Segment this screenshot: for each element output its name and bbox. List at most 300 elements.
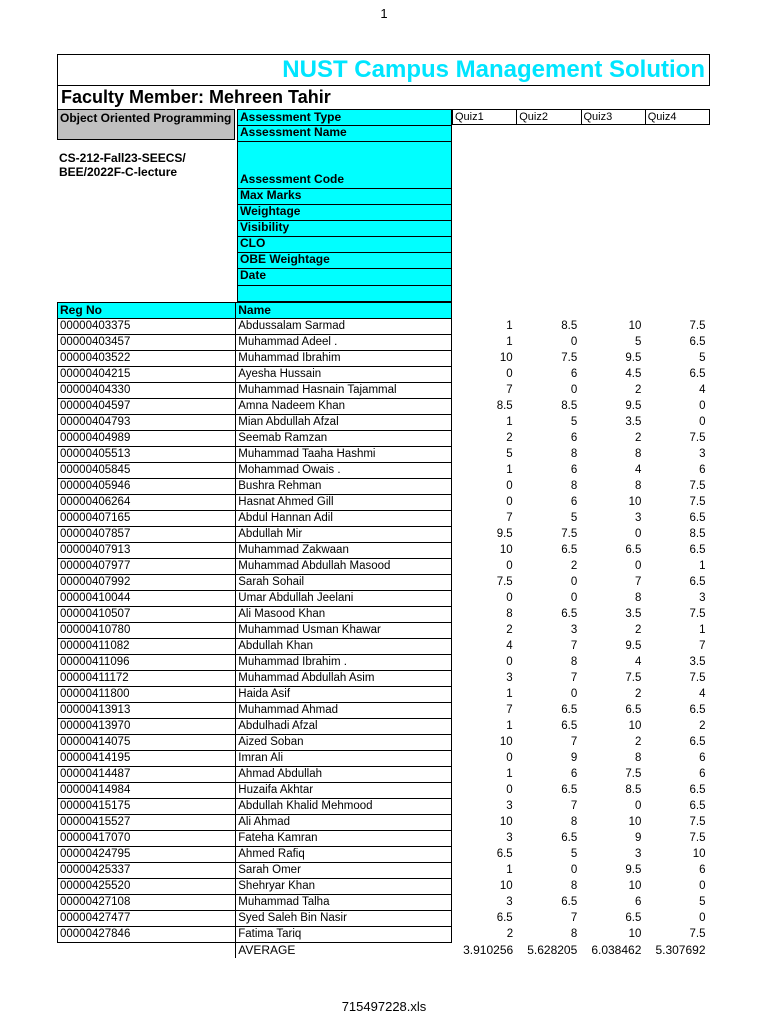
quiz-score-cell: 8.5 bbox=[561, 400, 578, 412]
quiz-score-cell: 1 bbox=[506, 464, 513, 476]
quiz-score-cell: 7.5 bbox=[689, 496, 706, 508]
reg-no-cell: 00000417070 bbox=[58, 831, 236, 847]
quiz-score-cell: 4 bbox=[506, 640, 513, 652]
quiz-score-cell: 7 bbox=[634, 576, 642, 588]
reg-no-cell: 00000415175 bbox=[58, 799, 236, 815]
page-title: NUST Campus Management Solution bbox=[282, 56, 705, 83]
reg-no-cell: 00000427846 bbox=[58, 927, 236, 943]
reg-no-cell: 00000424795 bbox=[58, 847, 236, 863]
student-name-cell: Ayesha Hussain bbox=[236, 367, 451, 383]
quiz-score-cell: 0 bbox=[570, 576, 578, 588]
quiz-score-cell: 6.5 bbox=[689, 368, 706, 380]
quiz-score-cell: 6 bbox=[699, 768, 706, 780]
quiz-score-cell: 10 bbox=[628, 320, 642, 332]
quiz-score-cell: 7.5 bbox=[561, 528, 578, 540]
table-row bbox=[58, 639, 710, 655]
column-header-name: Name bbox=[236, 303, 451, 319]
quiz-score-cell: 2 bbox=[506, 928, 514, 940]
table-row bbox=[58, 735, 710, 751]
quiz-score-cell: 6.5 bbox=[561, 704, 578, 716]
label-visibility: Visibility bbox=[240, 220, 290, 234]
quiz-score-cell: 10 bbox=[499, 736, 513, 748]
average-value: 5.628205 bbox=[527, 942, 578, 957]
student-name-cell: Ali Ahmad bbox=[236, 815, 451, 831]
table-row bbox=[58, 623, 710, 639]
table-row bbox=[58, 799, 710, 815]
quiz-score-cell: 1 bbox=[699, 624, 706, 636]
quiz-score-cell: 7 bbox=[570, 672, 578, 684]
quiz-score-cell: 9.5 bbox=[625, 352, 642, 364]
student-name-cell: Abdul Hannan Adil bbox=[236, 511, 451, 527]
table-row bbox=[58, 671, 710, 687]
quiz-score-cell: 8 bbox=[634, 480, 642, 492]
quiz-score-cell: 6.5 bbox=[625, 704, 642, 716]
quiz-score-cell: 10 bbox=[628, 720, 642, 732]
quiz-score-cell: 2 bbox=[570, 560, 578, 572]
quiz-score-cell: 8 bbox=[570, 656, 578, 668]
quiz-score-cell: 0 bbox=[506, 368, 513, 380]
reg-no-cell: 00000407977 bbox=[58, 559, 236, 575]
course-name: Object Oriented Programming bbox=[57, 109, 235, 140]
table-row bbox=[58, 335, 710, 351]
quiz-score-cell: 10 bbox=[628, 928, 642, 940]
quiz-score-cell: 5 bbox=[699, 896, 706, 908]
quiz-score-cell: 3.5 bbox=[625, 416, 642, 428]
quiz-score-cell: 0 bbox=[570, 592, 578, 604]
quiz-score-cell: 7 bbox=[506, 512, 513, 524]
quiz-score-cell: 9.5 bbox=[625, 864, 642, 876]
table-row bbox=[58, 575, 710, 591]
reg-no-cell: 00000403522 bbox=[58, 351, 236, 367]
quiz-score-cell: 6.5 bbox=[689, 576, 706, 588]
average-value: 6.038462 bbox=[591, 942, 642, 957]
student-name-cell: Aized Soban bbox=[236, 735, 451, 751]
table-row bbox=[58, 911, 710, 927]
reg-no-cell: 00000404989 bbox=[58, 431, 236, 447]
table-row bbox=[58, 431, 710, 447]
quiz-score-cell: 6 bbox=[634, 896, 642, 908]
table-row bbox=[58, 447, 710, 463]
student-name-cell: Seemab Ramzan bbox=[236, 431, 451, 447]
table-row bbox=[58, 655, 710, 671]
student-name-cell: Amna Nadeem Khan bbox=[236, 399, 451, 415]
quiz-score-cell: 8.5 bbox=[689, 528, 706, 540]
table-row bbox=[58, 383, 710, 399]
student-name-cell: Muhammad Hasnain Tajammal bbox=[236, 383, 451, 399]
quiz-score-cell: 0 bbox=[570, 688, 578, 700]
reg-no-cell: 00000411800 bbox=[58, 687, 236, 703]
reg-no-cell: 00000403375 bbox=[58, 319, 236, 335]
quiz-score-cell: 9.5 bbox=[625, 640, 642, 652]
quiz-score-cell: 4 bbox=[699, 688, 706, 700]
quiz-score-cell: 4 bbox=[634, 656, 642, 668]
table-row bbox=[58, 751, 710, 767]
quiz-score-cell: 0 bbox=[699, 416, 706, 428]
quiz-score-cell: 0 bbox=[506, 592, 513, 604]
quiz-score-cell: 0 bbox=[570, 384, 578, 396]
quiz-score-cell: 7.5 bbox=[689, 432, 706, 444]
quiz-score-cell: 6.5 bbox=[625, 544, 642, 556]
quiz-score-cell: 7.5 bbox=[496, 576, 513, 588]
quiz-score-cell: 7.5 bbox=[689, 608, 706, 620]
quiz-score-cell: 3 bbox=[699, 592, 706, 604]
reg-no-cell: 00000411096 bbox=[58, 655, 236, 671]
quiz-score-cell: 7.5 bbox=[689, 928, 706, 940]
quiz-score-cell: 6 bbox=[699, 464, 706, 476]
quiz-score-cell: 7 bbox=[570, 912, 578, 924]
quiz-score-cell: 8 bbox=[506, 608, 513, 620]
quiz-score-cell: 0 bbox=[634, 528, 642, 540]
table-row bbox=[58, 767, 710, 783]
quiz-score-cell: 6 bbox=[699, 752, 706, 764]
reg-no-cell: 00000404330 bbox=[58, 383, 236, 399]
student-name-cell: Umar Abdullah Jeelani bbox=[236, 591, 451, 607]
quiz-score-cell: 7 bbox=[570, 800, 578, 812]
gradesheet bbox=[57, 54, 710, 958]
quiz-score-cell: 6.5 bbox=[561, 896, 578, 908]
quiz-score-cell: 2 bbox=[634, 432, 642, 444]
student-name-cell: Muhammad Adeel . bbox=[236, 335, 451, 351]
table-row bbox=[58, 687, 710, 703]
table-header-row bbox=[58, 303, 710, 319]
table-row bbox=[58, 847, 710, 863]
quiz-score-cell: 0 bbox=[506, 496, 513, 508]
student-name-cell: Muhammad Zakwaan bbox=[236, 543, 451, 559]
student-name-cell: Imran Ali bbox=[236, 751, 451, 767]
quiz-score-cell: 10 bbox=[499, 352, 513, 364]
quiz-score-cell: 10 bbox=[628, 880, 642, 892]
quiz-score-cell: 6.5 bbox=[689, 736, 706, 748]
quiz-score-cell: 4 bbox=[634, 464, 642, 476]
section-code: CS-212-Fall23-SEECS/ BEE/2022F-C-lecture bbox=[59, 151, 186, 179]
reg-no-cell: 00000407992 bbox=[58, 575, 236, 591]
student-name-cell: Muhammad Ahmad bbox=[236, 703, 451, 719]
quiz-score-cell: 8.5 bbox=[496, 400, 513, 412]
quiz-score-cell: 10 bbox=[499, 544, 513, 556]
student-name-cell: Sarah Omer bbox=[236, 863, 451, 879]
quiz-score-cell: 7 bbox=[570, 736, 578, 748]
table-row bbox=[58, 831, 710, 847]
quiz-score-cell: 5 bbox=[634, 336, 642, 348]
quiz-score-cell: 3.5 bbox=[689, 656, 706, 668]
page-number: 1 bbox=[380, 6, 388, 21]
quiz-score-cell: 1 bbox=[699, 560, 706, 572]
quiz-score-cell: 1 bbox=[506, 320, 513, 332]
quiz-score-cell: 0 bbox=[506, 656, 513, 668]
quiz-score-cell: 6.5 bbox=[561, 784, 578, 796]
quiz-score-cell: 6.5 bbox=[689, 512, 706, 524]
reg-no-cell: 00000407165 bbox=[58, 511, 236, 527]
quiz-score-cell: 6 bbox=[570, 768, 578, 780]
quiz-score-cell: 0 bbox=[570, 336, 578, 348]
student-name-cell: Huzaifa Akhtar bbox=[236, 783, 451, 799]
student-name-cell: Mian Abdullah Afzal bbox=[236, 415, 451, 431]
quiz-score-cell: 10 bbox=[499, 880, 513, 892]
label-clo: CLO bbox=[240, 236, 266, 250]
reg-no-cell: 00000425337 bbox=[58, 863, 236, 879]
quiz-score-cell: 2 bbox=[506, 624, 513, 636]
table-row bbox=[58, 703, 710, 719]
student-name-cell: Shehryar Khan bbox=[236, 879, 451, 895]
student-name-cell: Abdussalam Sarmad bbox=[236, 319, 451, 335]
reg-no-cell: 00000405513 bbox=[58, 447, 236, 463]
label-weightage: Weightage bbox=[240, 204, 301, 218]
quiz-score-cell: 7.5 bbox=[689, 480, 706, 492]
quiz-score-cell: 0 bbox=[699, 912, 706, 924]
quiz-score-cell: 8 bbox=[634, 752, 642, 764]
reg-no-cell: 00000414075 bbox=[58, 735, 236, 751]
student-name-cell: Abdullah Khan bbox=[236, 639, 451, 655]
table-row bbox=[58, 591, 710, 607]
quiz-score-cell: 6.5 bbox=[561, 720, 578, 732]
student-name-cell: Muhammad Abdullah Masood bbox=[236, 559, 451, 575]
reg-no-cell: 00000403457 bbox=[58, 335, 236, 351]
student-name-cell: Abdullah Mir bbox=[236, 527, 451, 543]
label-assessment-code: Assessment Code bbox=[240, 172, 345, 186]
file-name: 715497228.xls bbox=[341, 999, 427, 1014]
table-row bbox=[58, 399, 710, 415]
quiz-score-cell: 6.5 bbox=[689, 704, 706, 716]
quiz-score-cell: 7 bbox=[506, 384, 513, 396]
quiz-score-cell: 5 bbox=[699, 352, 706, 364]
table-row bbox=[58, 815, 710, 831]
quiz-header: Quiz4 bbox=[647, 111, 677, 123]
reg-no-cell: 00000413970 bbox=[58, 719, 236, 735]
quiz-score-cell: 8 bbox=[634, 592, 642, 604]
label-obe-weightage: OBE Weightage bbox=[240, 252, 330, 266]
student-name-cell: Hasnat Ahmed Gill bbox=[236, 495, 451, 511]
quiz-score-cell: 9.5 bbox=[496, 528, 513, 540]
quiz-score-cell: 1 bbox=[506, 864, 513, 876]
quiz-score-cell: 0 bbox=[699, 400, 706, 412]
table-row bbox=[58, 895, 710, 911]
quiz-score-cell: 7.5 bbox=[689, 320, 706, 332]
quiz-score-cell: 5 bbox=[506, 448, 513, 460]
quiz-score-cell: 6 bbox=[570, 432, 578, 444]
quiz-score-cell: 6.5 bbox=[496, 912, 513, 924]
marks-table bbox=[57, 302, 710, 958]
title-banner bbox=[57, 54, 710, 86]
quiz-score-cell: 6.5 bbox=[625, 912, 642, 924]
quiz-score-cell: 7 bbox=[506, 704, 513, 716]
quiz-score-cell: 6.5 bbox=[689, 544, 706, 556]
assessment-labels bbox=[237, 109, 452, 302]
quiz-score-cell: 0 bbox=[699, 880, 706, 892]
quiz-score-cell: 6 bbox=[699, 864, 706, 876]
student-name-cell: Sarah Sohail bbox=[236, 575, 451, 591]
quiz-score-cell: 10 bbox=[499, 816, 513, 828]
table-row bbox=[58, 927, 710, 943]
table-row bbox=[58, 415, 710, 431]
table-row bbox=[58, 495, 710, 511]
quiz-score-cell: 10 bbox=[628, 496, 642, 508]
quiz-score-cell: 5 bbox=[570, 416, 578, 428]
student-name-cell: Bushra Rehman bbox=[236, 479, 451, 495]
reg-no-cell: 00000407857 bbox=[58, 527, 236, 543]
quiz-score-cell: 0 bbox=[506, 480, 513, 492]
reg-no-cell: 00000414487 bbox=[58, 767, 236, 783]
average-value: 3.910256 bbox=[463, 942, 514, 957]
reg-no-cell: 00000427477 bbox=[58, 911, 236, 927]
quiz-score-cell: 7.5 bbox=[689, 816, 706, 828]
quiz-score-cell: 4 bbox=[699, 384, 706, 396]
quiz-header: Quiz2 bbox=[517, 110, 581, 124]
quiz-score-cell: 3 bbox=[634, 848, 642, 860]
quiz-score-cell: 8 bbox=[570, 880, 578, 892]
quiz-score-cell: 7.5 bbox=[689, 672, 706, 684]
reg-no-cell: 00000404793 bbox=[58, 415, 236, 431]
quiz-score-cell: 6.5 bbox=[496, 848, 513, 860]
quiz-score-cell: 6 bbox=[570, 496, 578, 508]
quiz-score-cell: 6 bbox=[570, 464, 578, 476]
label-date: Date bbox=[240, 268, 267, 282]
reg-no-cell: 00000405845 bbox=[58, 463, 236, 479]
label-assessment-name: Assessment Name bbox=[240, 125, 347, 139]
quiz-score-cell: 1 bbox=[506, 720, 513, 732]
student-name-cell: Muhammad Usman Khawar bbox=[236, 623, 451, 639]
quiz-score-cell: 3 bbox=[506, 800, 513, 812]
quiz-score-cell: 6.5 bbox=[561, 832, 578, 844]
quiz-score-cell: 5 bbox=[570, 848, 578, 860]
reg-no-cell: 00000405946 bbox=[58, 479, 236, 495]
reg-no-cell: 00000404597 bbox=[58, 399, 236, 415]
quiz-score-cell: 7.5 bbox=[561, 352, 578, 364]
quiz-score-cell: 3 bbox=[506, 672, 513, 684]
quiz-score-cell: 7.5 bbox=[625, 672, 642, 684]
quiz-score-cell: 6 bbox=[570, 368, 578, 380]
student-name-cell: Abdulhadi Afzal bbox=[236, 719, 451, 735]
quiz-score-cell: 0 bbox=[634, 560, 642, 572]
quiz-score-cell: 3 bbox=[506, 896, 513, 908]
quiz-score-cell: 8 bbox=[570, 448, 578, 460]
reg-no-cell: 00000404215 bbox=[58, 367, 236, 383]
quiz-score-cell: 8 bbox=[570, 816, 578, 828]
quiz-score-cell: 10 bbox=[692, 848, 706, 860]
reg-no-cell: 00000407913 bbox=[58, 543, 236, 559]
label-max-marks: Max Marks bbox=[240, 188, 302, 202]
reg-no-cell: 00000414195 bbox=[58, 751, 236, 767]
table-row bbox=[58, 527, 710, 543]
table-row bbox=[58, 719, 710, 735]
table-row bbox=[58, 607, 710, 623]
reg-no-cell: 00000415527 bbox=[58, 815, 236, 831]
quiz-score-cell: 8.5 bbox=[561, 320, 578, 332]
reg-no-cell: 00000410044 bbox=[58, 591, 236, 607]
student-name-cell: Haida Asif bbox=[236, 687, 451, 703]
quiz-score-cell: 5 bbox=[570, 512, 578, 524]
quiz-header: Quiz3 bbox=[582, 110, 646, 124]
quiz-score-cell: 0 bbox=[570, 864, 578, 876]
quiz-score-cell: 8.5 bbox=[625, 784, 642, 796]
label-assessment-type: Assessment Type bbox=[240, 110, 342, 124]
quiz-score-cell: 9 bbox=[634, 832, 642, 844]
quiz-score-cell: 1 bbox=[506, 768, 513, 780]
quiz-header: Quiz1 bbox=[453, 110, 517, 124]
quiz-score-cell: 10 bbox=[628, 816, 642, 828]
student-name-cell: Fatima Tariq bbox=[236, 927, 451, 943]
average-value: 5.307692 bbox=[655, 942, 706, 957]
table-row bbox=[58, 367, 710, 383]
student-name-cell: Abdullah Khalid Mehmood bbox=[236, 799, 451, 815]
column-header-reg: Reg No bbox=[58, 303, 236, 319]
quiz-score-cell: 7 bbox=[570, 640, 578, 652]
quiz-score-cell: 1 bbox=[506, 416, 513, 428]
quiz-score-cell: 2 bbox=[634, 688, 642, 700]
quiz-score-cell: 3.5 bbox=[625, 608, 642, 620]
quiz-score-cell: 8 bbox=[570, 480, 578, 492]
quiz-score-cell: 2 bbox=[634, 384, 642, 396]
table-row bbox=[58, 543, 710, 559]
student-name-cell: Muhammad Taaha Hashmi bbox=[236, 447, 451, 463]
quiz-score-cell: 6.5 bbox=[689, 336, 706, 348]
quiz-score-cell: 7.5 bbox=[625, 768, 642, 780]
table-row bbox=[58, 783, 710, 799]
quiz-score-cell: 3 bbox=[699, 448, 706, 460]
quiz-score-cell: 6.5 bbox=[561, 544, 578, 556]
quiz-score-cell: 2 bbox=[506, 432, 513, 444]
reg-no-cell: 00000410507 bbox=[58, 607, 236, 623]
quiz-score-cell: 2 bbox=[634, 624, 642, 636]
assessment-header bbox=[57, 109, 710, 302]
table-row bbox=[58, 479, 710, 495]
quiz-score-cell: 9.5 bbox=[625, 400, 642, 412]
faculty-member: Faculty Member: Mehreen Tahir bbox=[57, 86, 710, 109]
student-name-cell: Ahmad Abdullah bbox=[236, 767, 451, 783]
quiz-score-cell: 1 bbox=[506, 336, 513, 348]
student-name-cell: Syed Saleh Bin Nasir bbox=[236, 911, 451, 927]
table-row bbox=[58, 351, 710, 367]
quiz-score-cell: 7.5 bbox=[689, 832, 706, 844]
table-row bbox=[58, 463, 710, 479]
student-name-cell: Muhammad Ibrahim . bbox=[236, 655, 451, 671]
reg-no-cell: 00000411172 bbox=[58, 671, 236, 687]
reg-no-cell: 00000410780 bbox=[58, 623, 236, 639]
table-row bbox=[58, 863, 710, 879]
average-label: AVERAGE bbox=[236, 943, 451, 959]
quiz-score-cell: 3 bbox=[506, 832, 513, 844]
quiz-score-cell: 3 bbox=[570, 624, 578, 636]
quiz-score-cell: 0 bbox=[634, 800, 642, 812]
quiz-score-cell: 3 bbox=[634, 512, 642, 524]
quiz-score-cell: 1 bbox=[506, 688, 513, 700]
student-name-cell: Mohammad Owais . bbox=[236, 463, 451, 479]
table-row bbox=[58, 879, 710, 895]
table-row bbox=[58, 319, 710, 335]
student-name-cell: Fateha Kamran bbox=[236, 831, 451, 847]
reg-no-cell: 00000427108 bbox=[58, 895, 236, 911]
average-row bbox=[58, 943, 710, 959]
quiz-headers bbox=[452, 109, 710, 125]
quiz-score-cell: 2 bbox=[699, 720, 706, 732]
quiz-score-cell: 2 bbox=[634, 736, 642, 748]
table-row bbox=[58, 559, 710, 575]
reg-no-cell: 00000414984 bbox=[58, 783, 236, 799]
quiz-score-cell: 8 bbox=[570, 928, 578, 940]
quiz-score-cell: 4.5 bbox=[625, 368, 642, 380]
reg-no-cell: 00000411082 bbox=[58, 639, 236, 655]
quiz-score-cell: 6.5 bbox=[689, 784, 706, 796]
reg-no-cell: 00000413913 bbox=[58, 703, 236, 719]
student-name-cell: Muhammad Ibrahim bbox=[236, 351, 451, 367]
quiz-score-cell: 8 bbox=[634, 448, 642, 460]
student-name-cell: Muhammad Talha bbox=[236, 895, 451, 911]
student-name-cell: Ali Masood Khan bbox=[236, 607, 451, 623]
quiz-score-cell: 6.5 bbox=[561, 608, 578, 620]
reg-no-cell: 00000425520 bbox=[58, 879, 236, 895]
quiz-score-cell: 0 bbox=[506, 752, 513, 764]
student-name-cell: Muhammad Abdullah Asim bbox=[236, 671, 451, 687]
blank-cell bbox=[58, 943, 236, 959]
